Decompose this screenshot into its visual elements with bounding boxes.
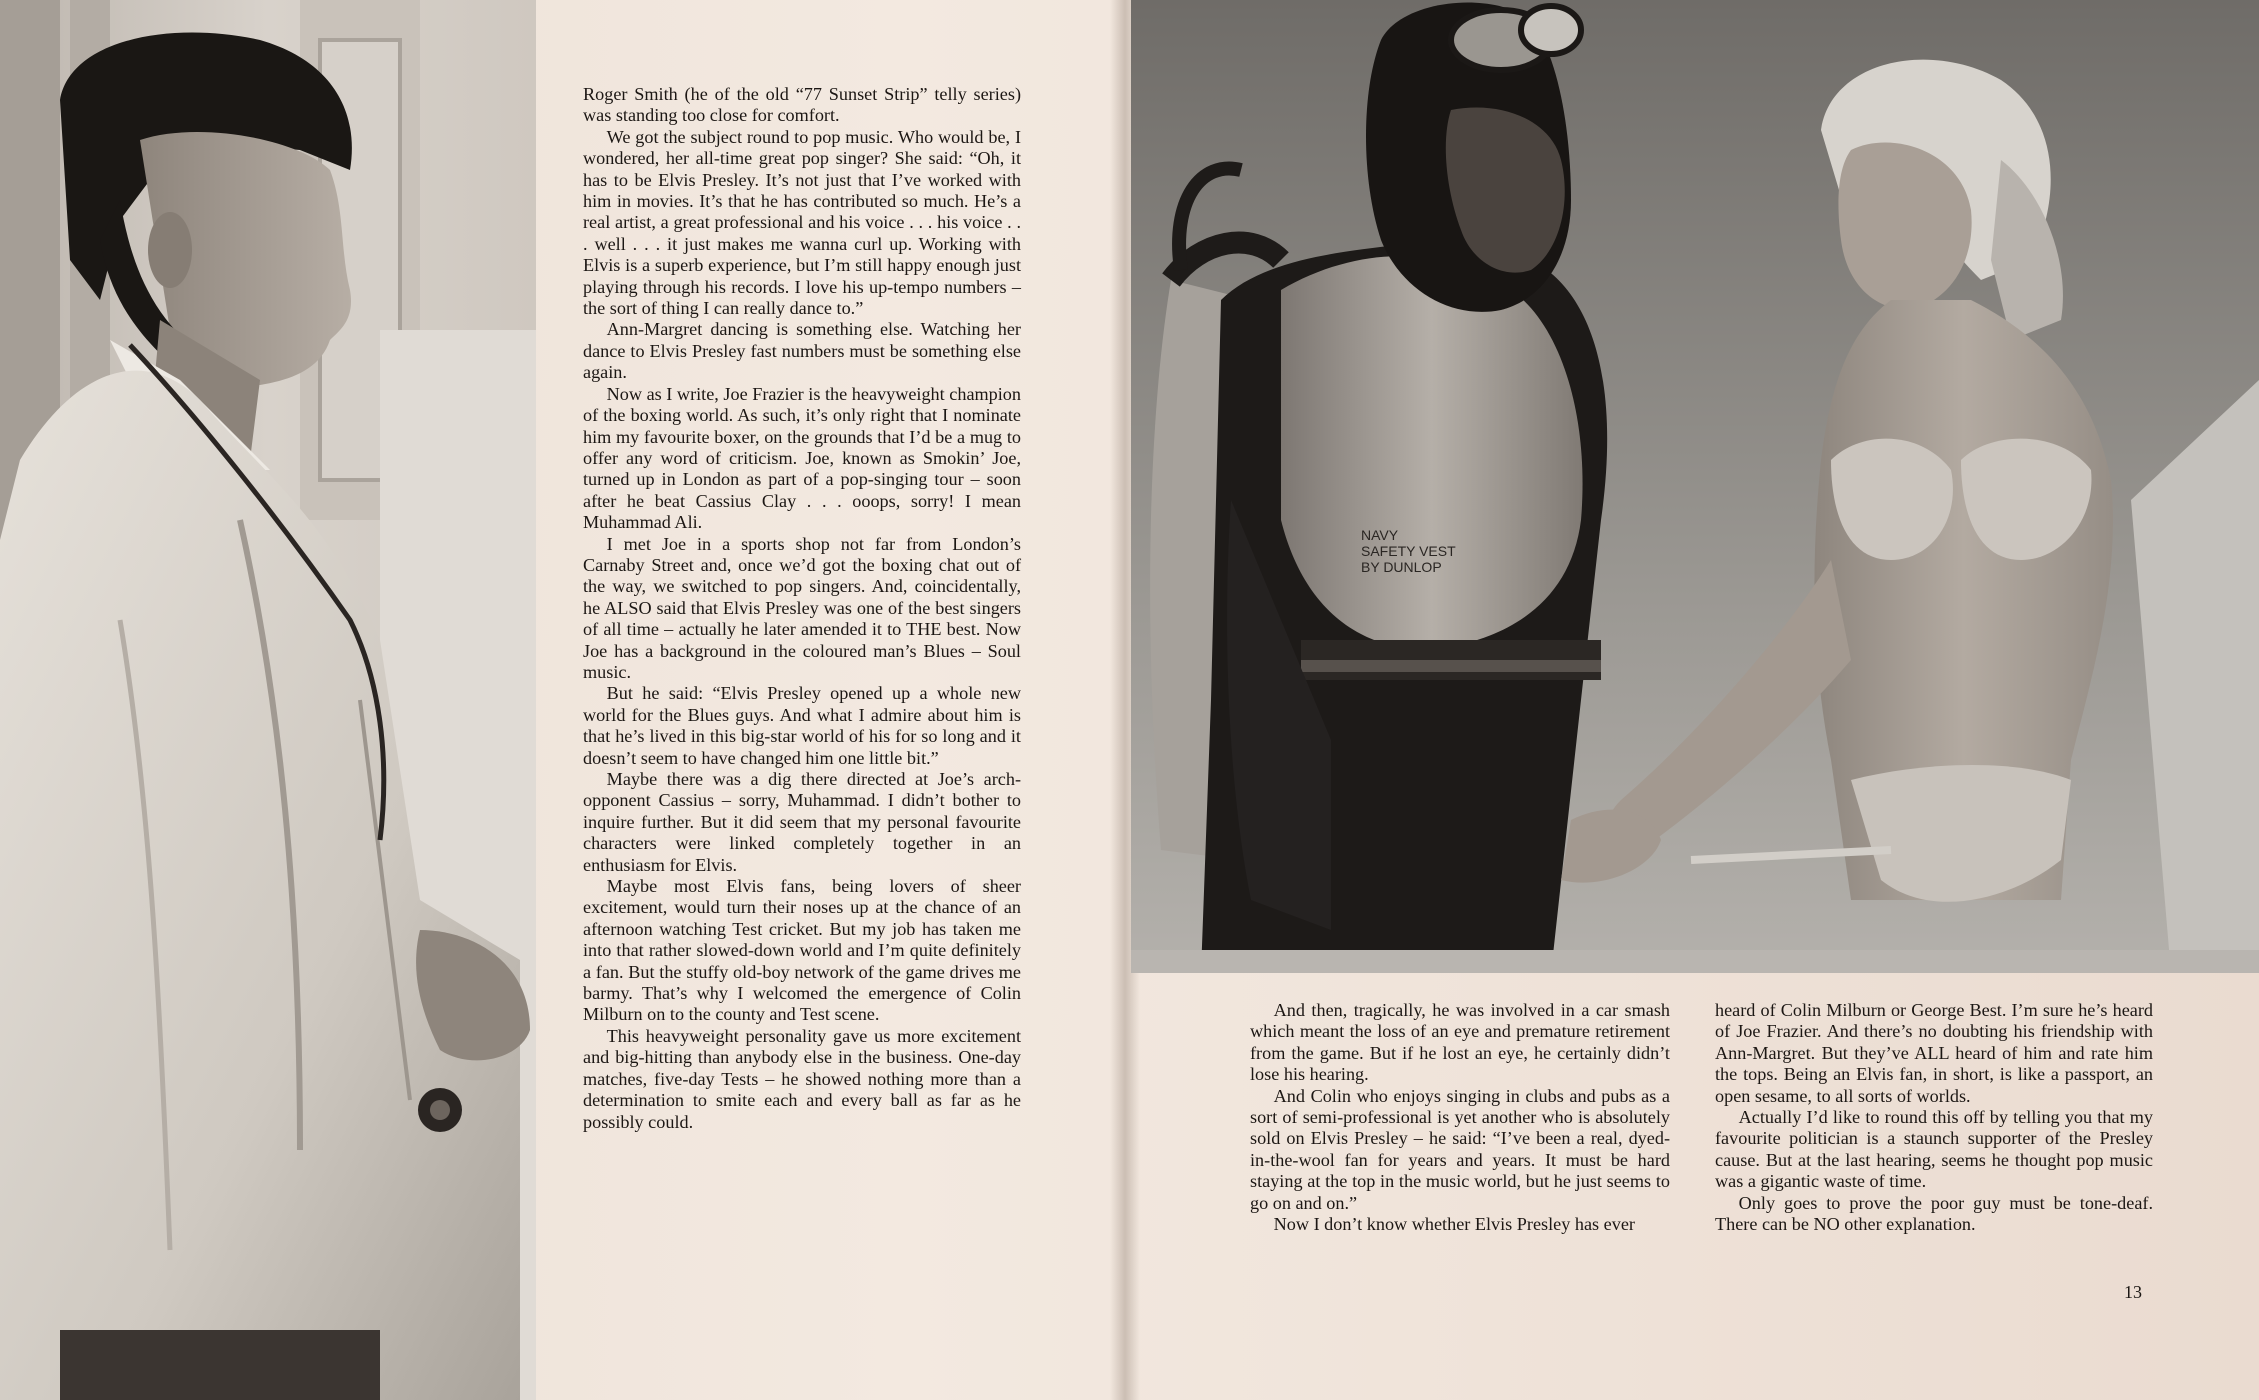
paragraph: Actually I’d like to round this off by telling you that my favourite politician is a staunch supporter of the Presley cause. But at the last hearing, seems he thought pop music was a gigantic waste of time. bbox=[1715, 1107, 2153, 1192]
paragraph: Now I don’t know whether Elvis Presley has ever bbox=[1273, 1214, 1635, 1235]
man-in-white-jacket-photo-icon bbox=[0, 0, 536, 1400]
article-column-left bbox=[583, 84, 1021, 1133]
left-photo bbox=[0, 0, 536, 1400]
right-photo bbox=[1131, 0, 2259, 973]
paragraph: I met Joe in a sports shop not far from London’s Carnaby Street and, once we’d got the boxing chat out of the way, we switched to pop singers. And, coincidentally, he ALSO said that Elvis Presley was one of the best singers of all time – actually he later amended it to THE best. Now Joe has a background in the coloured man’s Blues – Soul music. bbox=[583, 533, 1021, 682]
paragraph: But he said: “Elvis Presley opened up a whole new world for the Blues guys. And what I admire about him is that he’s lived in this big-star world of his for so long and it doesn’t seem to have changed him one little bit.” bbox=[583, 683, 1021, 768]
paragraph: Maybe most Elvis fans, being lovers of sheer excitement, would turn their noses up at the chance of an afternoon watching Test cricket. But my job has taken me into that rather slowed-down world and I’m quite definitely a fan. But the stuffy old-boy network of the game drives me barmy. That’s why I welcomed the emergence of Colin Milburn on to the county and Test scene. bbox=[583, 876, 1021, 1025]
paragraph: Roger Smith (he of the old “77 Sunset Strip” telly series) was standing too close for comfort. bbox=[583, 84, 1021, 126]
paragraph: And then, tragically, he was involved in a car smash which meant the loss of an eye and premature retirement from the game. But if he lost an eye, he certainly didn’t lose his hearing. bbox=[1250, 1000, 1670, 1085]
paragraph: Maybe there was a dig there directed at Joe’s arch-opponent Cassius – sorry, Muhammad. I didn’t bother to inquire further. But it did seem that my personal favourite characters were linked completely together in an enthusiasm for Elvis. bbox=[583, 769, 1021, 875]
paragraph: Now as I write, Joe Frazier is the heavyweight champion of the boxing world. As such, it’s only right that I nominate him my favourite boxer, on the grounds that I’d be a mug to offer any word of criticism. Joe, known as Smokin’ Joe, turned up in London as part of a pop-singing tour – soon after he beat Cassius Clay . . . ooops, sorry! I mean Muhammad Ali. bbox=[583, 383, 1021, 533]
paragraph: heard of Colin Milburn or George Best. I’m sure he’s heard of Joe Frazier. And there’s no doubting his friendship with Ann-Margret. But they’ve ALL heard of him and rate him the tops. Being an Elvis fan, in short, is like a passport, an open sesame, to all sorts of worlds. bbox=[1715, 1000, 2153, 1106]
vest-label: NAVY SAFETY VEST BY DUNLOP bbox=[1361, 527, 1456, 575]
paragraph: Only goes to prove the poor guy must be tone-deaf. There can be NO other explanation. bbox=[1715, 1192, 2153, 1235]
paragraph: We got the subject round to pop music. Who would be, I wondered, her all-time great pop singer? She said: “Oh, it has to be Elvis Presley. It’s not just that I’ve worked with him in movies. It’s that he has contributed so much. He’s a real artist, a great professional and his voice . . . his voice . . . well . . . it just makes me wanna curl up. Working with Elvis is a superb experience, but I’m still happy enough just playing through his records. I love his up-tempo numbers – the sort of thing I can really dance to.” bbox=[583, 126, 1021, 319]
diver-and-woman-photo-icon bbox=[1131, 0, 2259, 973]
article-column-right bbox=[1715, 1000, 2153, 1235]
paragraph: This heavyweight personality gave us more excitement and big-hitting than anybody else in the business. One-day matches, five-day Tests – he showed nothing more than a determination to smite each and every ball as far as he possibly could. bbox=[583, 1025, 1021, 1132]
paragraph: And Colin who enjoys singing in clubs and pubs as a sort of semi-professional is yet another who is absolutely sold on Elvis Presley – he said: “I’ve been a real, dyed-in-the-wool fan for years and years. It must be hard staying at the top in the music world, but he just seems to go on and on.” bbox=[1250, 1085, 1670, 1213]
paragraph: Ann-Margret dancing is something else. Watching her dance to Elvis Presley fast numbers must be something else again. bbox=[583, 319, 1021, 383]
page-number: 13 bbox=[2124, 1282, 2142, 1302]
article-column-middle bbox=[1250, 1000, 1670, 1235]
